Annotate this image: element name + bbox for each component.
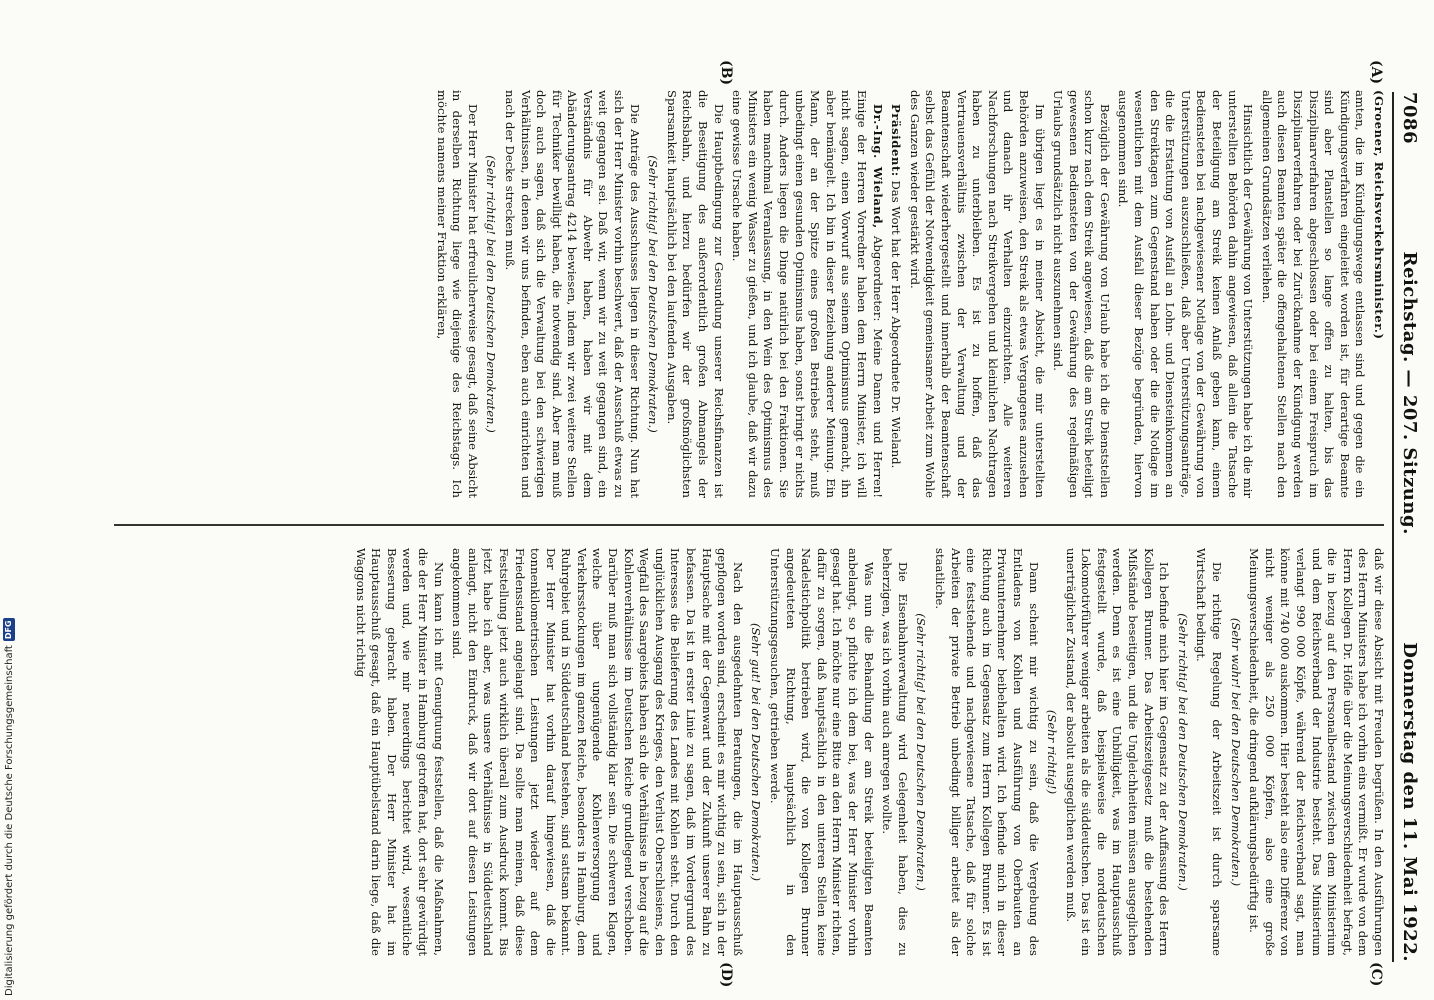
interjection: (Sehr richtig!) [1045, 709, 1060, 795]
paragraph: Bezüglich der Gewährung von Urlaub habe ich die Dienststellen schon kurz nach dem Streik angewiesen, daß die am Streik beteiligt gewesenen Bediensteten von der Gewährung des regelmäßigen Urlaubs grundsätzlich nicht auszunehmen sind. [1051, 90, 1112, 498]
speaker-name: Dr.-Ing. Wieland, [870, 104, 885, 229]
paragraph: Nach den ausgedehnten Beratungen, die im Hauptausschuß gepflogen worden sind, erscheint es mir wichtig zu sein, sich in der Hauptsache mit der Gegenwart und der Zukunft unserer Bahn zu befassen. Da ist in erster Linie zu sagen, daß im Vordergrund des Interesses die Belieferung des Landes mit Kohlen steht. Durch den unglücklichen Ausgang des Krieges, den Verlust Oberschlesiens, den Wegfall des Saargebiets haben sich die Verhältnisse in bezug auf die Kohlenverhältnisse im Deutschen Reiche grundlegend verschoben. Darüber muß man sich vollständig klar sein. Die schweren Klagen, welche über ungenügende Kohlenversorgung und Verkehrsstockungen im ganzen Reiche, besonders in Hamburg, dem Ruhrgebiet und in Süddeutschland bestehen, sind sattsam bekannt. Der Herr Minister hat vorhin darauf hingewiesen, daß die tonnenkilometrischen Leistungen jetzt wieder auf dem Friedensstand angelangt sind. Da sollte man meinen, daß diese Feststellung jetzt auch wirklich überall zum Ausdruck kommt. Bis jetzt habe ich aber, was unsere Verhältnisse in Süddeutschland anlangt, nicht den Eindruck, daß wir dort auf diesen Leistungen angekommen sind. [450, 548, 745, 956]
interjection: (Sehr gut! bei den Deutschen Demokraten.) [749, 622, 764, 882]
page-number: 7086 [1399, 92, 1421, 145]
paragraph: Ich befinde mich hier im Gegensatz zu der Auffassung des Herrn Kollegen Brunner. Das Arbeitszeitgesetz muß die bestehenden Mißstände beseitigen, und die Ungleichheiten müssen ausgeglichen werden. Denn es ist eine Unbilligkeit, was im Hauptausschuß festgestellt wurde, daß beispielsweise die norddeutschen Lokomotivführer weniger arbeiten als die süddeutschen. Das ist ein unerträglicher Zustand, der absolut ausgeglichen werden muß. [1063, 548, 1172, 956]
paragraph: Hinsichtlich der Gewährung von Unterstützungen habe ich die mir unterstellten Behörden dahin angewiesen, daß allein die Tatsache der Beteiligung am Streik keinen Anlaß geben kann, einem Bediensteten bei nachgewiesener Notlage von der Gewährung von Unterstützungen auszuschließen, daß aber Unterstützungsanträge, die die Erstattung von Ausfall an Lohn- und Diensteinkommen an den Streiktagen zum Gegenstand haben oder die die Notlage im wesentlichen mit dem Ausfall dieser Bezüge begründen, hiervon ausgenommen sind. [1116, 90, 1256, 498]
interjection: (Sehr richtig! bei den Deutschen Demokraten.) [484, 155, 499, 433]
interjection: (Sehr wahr! bei den Deutschen Demokraten.) [1228, 617, 1243, 887]
paragraph: amten, die im Kündigungswege entlassen sind und gegen die ein Kündigungsverfahren eingeleitet worden ist, für derartige Beamte sind aber Planstellen so lange offen zu halten, bis das Disziplinarverfahren abgeschlossen oder bei einem Freispruch im Disziplinarverfahren oder bei Zurücknahme der Kündigung werden auch diesen Beamten später die offengehaltenen Stellen nach den allgemeinen Grundsätzen verliehen. [1259, 90, 1368, 498]
left-column [116, 90, 1386, 498]
interjection: (Sehr richtig! bei den Deutschen Demokraten.) [914, 613, 929, 891]
speaker-attribution: (Groener, Reichsverkehrsminister.) [1372, 90, 1386, 340]
paragraph: Was nun die Behandlung der am Streik beteiligten Beamten anbelangt, so pflichte ich dem bei, was der Herr Minister vorhin gesagt hat. Ich möchte nur eine Bitte an den Herrn Minister richten, dafür zu sorgen, daß hauptsächlich in den unteren Stellen keine Nadelstichpolitik betrieben wird, die von Kollegen Brunner angedeuteten Richtung, hauptsächlich in den Unterstützungsgesuchen, getrieben werde. [768, 548, 876, 956]
speech-paragraph: Dr.-Ing. Wieland, Abgeordneter: Meine Damen und Herren! Einige der Herren Vorredner haben dem Herrn Minister, ich will nicht sagen, einen Vorwurf aus seinem Optimismus gemacht, ihn aber bemängelt. Ich bin in dieser Beziehung anderer Meinung. Ein Mann, der an der Spitze eines großen Betriebes steht, muß unbedingt einen gesunden Optimismus haben, sonst bringt er nichts durch. Anders liegen die Dinge natürlich bei den Fraktionen. Sie haben manchmal Veranlassung, in den Wein des Optimismus des Ministers ein wenig Wasser zu gießen, und ich glaube, daß wir dazu eine gewisse Ursache haben. [730, 90, 885, 498]
margin-marker-b: (B) [718, 60, 734, 86]
paragraph: Die richtige Regelung der Arbeitszeit ist durch sparsame Wirtschaft bedingt. [1194, 548, 1225, 956]
column-divider [114, 524, 1384, 526]
margin-marker-a: (A) [1368, 60, 1384, 85]
paragraph: Die Hauptbedingung zur Gesundung unserer Reichsfinanzen ist die Beseitigung des außerordentlich großen Abmangels der Reichsbahn, und hierzu bedürfen wir der großmöglichsten Sparsamkeit hauptsächlich bei den laufenden Ausgaben. [664, 90, 726, 498]
interjection: (Sehr richtig! bei den Deutschen Demokraten.) [646, 155, 661, 433]
paragraph: daß wir diese Absicht mit Freuden begrüßen. In den Ausführungen des Herrn Ministers habe ich vorhin eins vermißt. Er wurde von dem Herrn Kollegen Dr. Höfle über die Meinungsverschiedenheit befragt, die in bezug auf den Personalbestand zwischen dem Ministerium und dem Reichsverband der Industrie besteht. Das Ministerium verlangt 990 000 Köpfe, während der Reichsverband sagt, man könne mit 740 000 auskommen. Hier besteht also eine Differenz von nicht weniger als 250 000 Köpfen, also eine große Meinungsverschiedenheit, die dringend aufklärungsbedürftig ist. [1247, 548, 1386, 956]
paragraph: Die Eisenbahnverwaltung wird Gelegenheit haben, dies zu beherzigen, was ich vorhin auch anregen wollte. [880, 548, 910, 956]
interjection: (Sehr richtig! bei den Deutschen Demokraten.) [1175, 613, 1190, 891]
margin-marker-c: (C) [1368, 962, 1384, 987]
paragraph: Im übrigen liegt es in meiner Absicht, die mir unterstellten Behörden anzuweisen, den Streik als etwas Vergangenes anzusehen und danach ihr Verhalten einzurichten. Alle weiteren Nachforschungen nach Streikvergehen und kleinlichen Nachtragen haben zu unterbleiben. Es ist zu hoffen, daß das Vertrauensverhältnis zwischen der Verwaltung und der Beamtenschaft wiederhergestellt und innerhalb der Beamtenschaft selbst das Gefühl der Notwendigkeit gemeinsamer Arbeit zum Wohle des Ganzen wieder gestärkt wird. [907, 90, 1047, 498]
paragraph: Nun kann ich mit Genugtuung feststellen, daß die Maßnahmen, die der Herr Minister in Hamburg getroffen hat, dort sehr gewürdigt werden und, wie mir neuerdings berichtet wird, wesentliche Besserung gebracht haben. Der Herr Minister hat im Hauptausschuß gesagt, daß ein Hauptübelstand darin liege, daß die Waggons nicht richtig [353, 548, 446, 956]
running-head [1392, 92, 1426, 962]
speech-paragraph: Präsident: Das Wort hat der Herr Abgeordnete Dr. Wieland. [889, 104, 904, 469]
dfg-logo: DFG [4, 620, 13, 640]
page-title: Reichstag. — 207. Sitzung. [1399, 251, 1421, 535]
right-column [116, 548, 1386, 956]
credit-text: Digitalisierung gefördert durch die Deutsche Forschungsgemeinschaft [3, 645, 15, 996]
speaker-name: Präsident: [889, 104, 904, 177]
digitization-credit [2, 604, 16, 996]
paragraph: Der Herr Minister hat erfreulicherweise gesagt, daß seine Absicht in derselben Richtung liege wie diejenige des Reichstags. Ich möchte namens meiner Fraktion erklären, [434, 90, 480, 498]
session-date: Donnerstag den 11. Mai 1922. [1399, 642, 1421, 962]
margin-marker-d: (D) [718, 962, 734, 988]
paragraph: Die Anträge des Ausschusses liegen in dieser Richtung. Nun hat sich der Herr Minister vorhin beschwert, daß der Ausschuß etwas zu weit gegangen sei. Daß wir, wenn wir zu weit gegangen sind, ein Verständnis für Abwehr haben, haben wir mit dem Abänderungsantrag 4214 bewiesen, indem wir zwei weitere Stellen für Techniker bewilligt haben, die notwendig sind. Aber man muß doch auch sagen, daß sich die Verwaltung bei den schwierigen Verhältnissen, in denen wir uns befinden, eben auch einrichten und nach der Decke strecken muß. [502, 90, 642, 498]
paragraph: Dann scheint mir wichtig zu sein, daß die Vergebung des Entladens von Kohlen und Ausführung von Oberbauten an Privatunternehmer beibehalten wird. Ich befinde mich in dieser Richtung auch im Gegensatz zum Herrn Kollegen Brunner. Es ist eine feststehende und nachgewiesene Tatsache, daß für solche Arbeiten der private Betrieb unbedingt billiger arbeitet als der staatliche. [932, 548, 1041, 956]
